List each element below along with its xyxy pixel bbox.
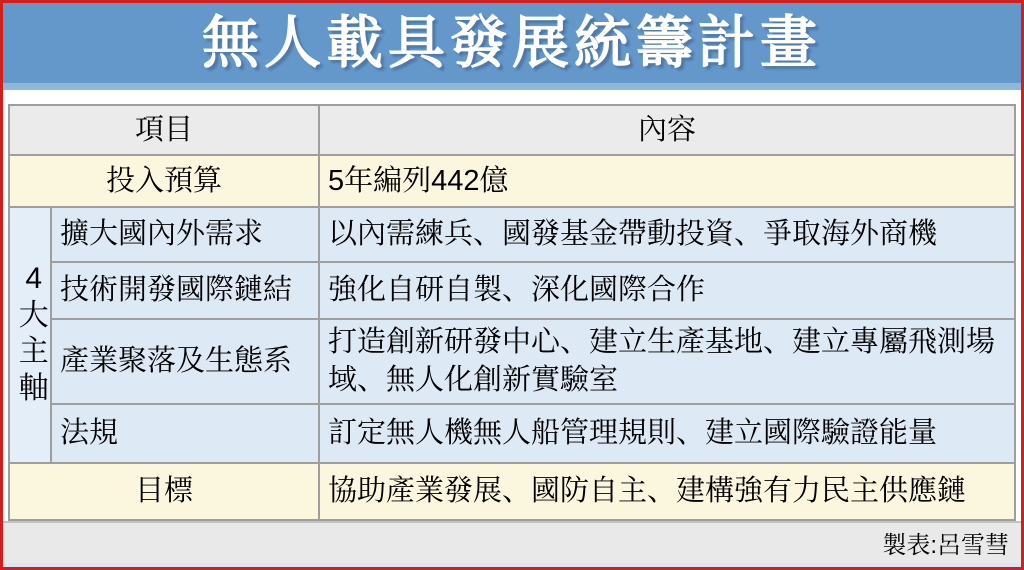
group-label-vertical-text: 4大主軸 [18, 262, 49, 406]
table-row-cluster [9, 319, 1015, 404]
table-row-demand [9, 207, 1015, 262]
cluster-content-cell: 打造創新研發中心、建立生產基地、建立專屬飛測場域、無人化創新實驗室 [319, 319, 1015, 404]
column-header-content: 內容 [319, 105, 1015, 155]
title-banner [3, 3, 1021, 90]
table-header-row [9, 105, 1015, 155]
demand-content-cell: 以內需練兵、國發基金帶動投資、爭取海外商機 [319, 207, 1015, 262]
table-row-technology [9, 262, 1015, 319]
banner-gap [3, 90, 1021, 104]
table-container [3, 104, 1021, 521]
table-row-regulation [9, 404, 1015, 463]
regulation-item-cell: 法規 [51, 404, 319, 463]
column-header-item: 項目 [9, 105, 319, 155]
regulation-content-cell: 訂定無人機無人船管理規則、建立國際驗證能量 [319, 404, 1015, 463]
page-title: 無人載具發展統籌計畫 [202, 10, 822, 75]
group-label-cell [9, 207, 51, 463]
goal-item-cell: 目標 [9, 463, 319, 520]
bottom-accent-strip [3, 563, 1021, 567]
plan-table [8, 104, 1016, 521]
goal-content-cell: 協助產業發展、國防自主、建構強有力民主供應鏈 [319, 463, 1015, 520]
table-row-budget [9, 155, 1015, 207]
technology-content-cell: 強化自研自製、深化國際合作 [319, 262, 1015, 319]
table-row-goal [9, 463, 1015, 520]
budget-content-cell: 5年編列442億 [319, 155, 1015, 207]
budget-item-cell: 投入預算 [9, 155, 319, 207]
technology-item-cell: 技術開發國際鏈結 [51, 262, 319, 319]
credit-bar [3, 521, 1021, 563]
credit-text: 製表:呂雪彗 [882, 532, 1009, 560]
cluster-item-cell: 產業聚落及生態系 [51, 319, 319, 404]
demand-item-cell: 擴大國內外需求 [51, 207, 319, 262]
